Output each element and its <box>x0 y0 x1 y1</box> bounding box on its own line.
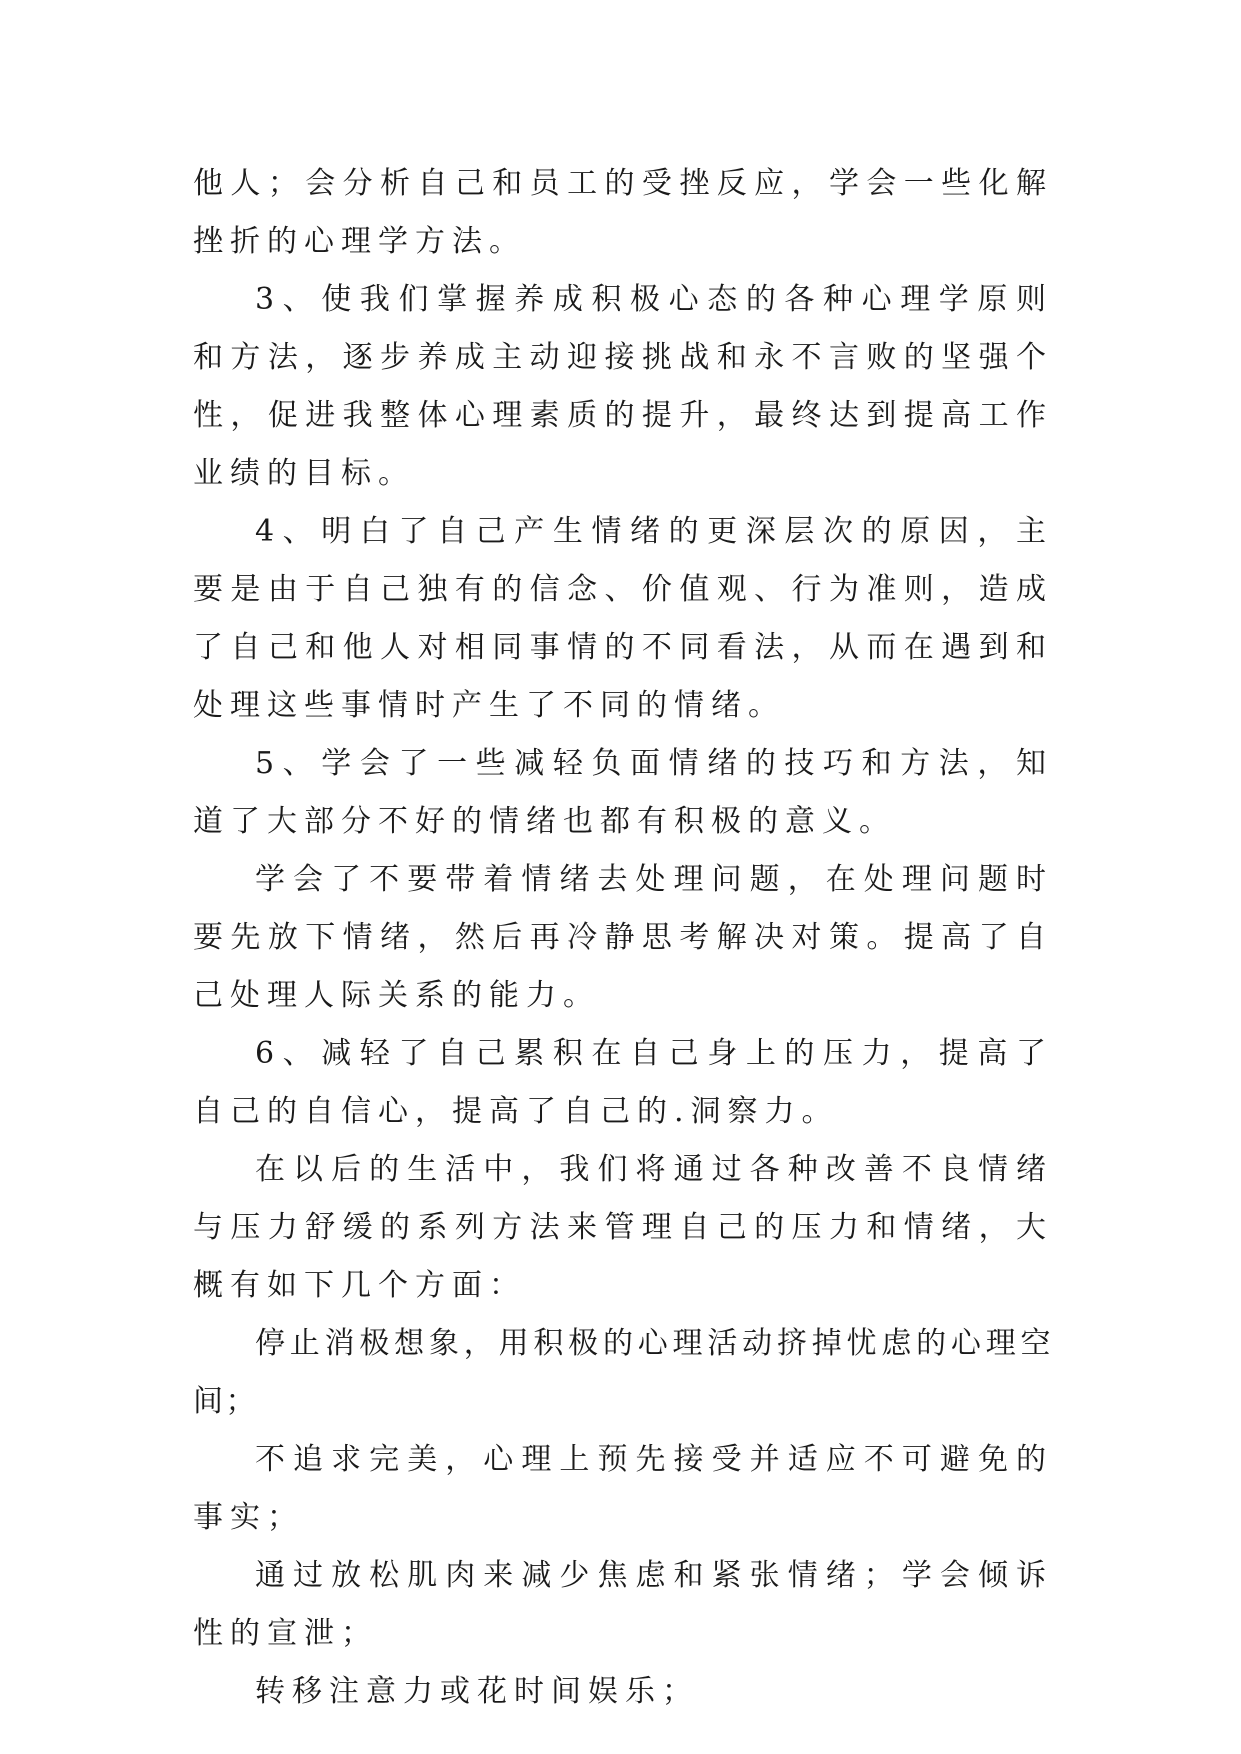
paragraph: 转移注意力或花时间娱乐； <box>255 1674 699 1709</box>
paragraph: 停止消极想象，用积极的心理活动挤掉忧虑的心理空间； <box>193 1326 1053 1419</box>
paragraph: 不追求完美，心理上预先接受并适应不可避免的事实； <box>193 1442 1053 1535</box>
paragraph: 他人；会分析自己和员工的受挫反应，学会一些化解挫折的心理学方法。 <box>193 166 1053 259</box>
document-body <box>193 155 1053 1721</box>
paragraph: 5、学会了一些减轻负面情绪的技巧和方法，知道了大部分不好的情绪也都有积极的意义。 <box>193 746 1053 839</box>
paragraph: 通过放松肌肉来减少焦虑和紧张情绪；学会倾诉性的宣泄； <box>193 1558 1053 1651</box>
paragraph: 4、明白了自己产生情绪的更深层次的原因，主要是由于自己独有的信念、价值观、行为准则，造成了自己和他人对相同事情的不同看法，从而在遇到和处理这些事情时产生了不同的情绪。 <box>193 514 1053 723</box>
paragraph: 3、使我们掌握养成积极心态的各种心理学原则和方法，逐步养成主动迎接挑战和永不言败的坚强个性，促进我整体心理素质的提升，最终达到提高工作业绩的目标。 <box>193 282 1053 491</box>
paragraph: 6、减轻了自己累积在自己身上的压力，提高了自己的自信心，提高了自己的.洞察力。 <box>193 1036 1053 1129</box>
paragraph: 学会了不要带着情绪去处理问题，在处理问题时要先放下情绪，然后再冷静思考解决对策。提高了自己处理人际关系的能力。 <box>193 862 1053 1013</box>
paragraph: 在以后的生活中，我们将通过各种改善不良情绪与压力舒缓的系列方法来管理自己的压力和情绪，大概有如下几个方面： <box>193 1152 1053 1303</box>
